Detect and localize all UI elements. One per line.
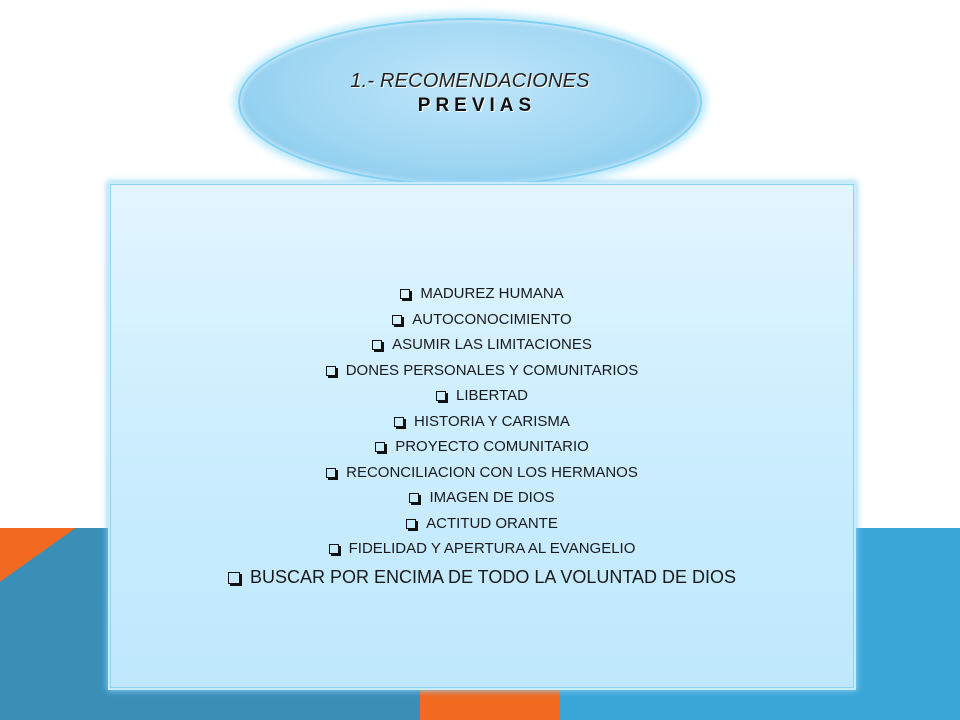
list-item	[111, 281, 853, 307]
content-box	[110, 184, 854, 688]
title-ellipse	[238, 18, 702, 186]
list-item-text: PROYECTO COMUNITARIO	[395, 438, 589, 455]
title-line-1: 1.- RECOMENDACIONES	[350, 69, 590, 92]
list-item-text: AUTOCONOCIMIENTO	[412, 310, 572, 328]
list-item-text: IMAGEN DE DIOS	[429, 489, 555, 506]
checkbox-square-icon	[406, 519, 416, 529]
checkbox-square-icon	[228, 572, 240, 584]
list-item-text: ASUMIR LAS LIMITACIONES	[392, 336, 592, 353]
list-item	[111, 409, 853, 435]
checkbox-square-icon	[329, 544, 339, 554]
list-item-text: DONES PERSONALES Y COMUNITARIOS	[345, 361, 639, 379]
list-item	[111, 332, 853, 358]
list-item-emphasis	[111, 562, 853, 592]
checkbox-square-icon	[394, 417, 404, 427]
list-item	[111, 307, 853, 333]
title-line-2: PREVIAS	[417, 94, 537, 116]
list-item	[111, 536, 853, 562]
list-item-text: ACTITUD ORANTE	[426, 514, 558, 532]
checkbox-square-icon	[392, 315, 402, 325]
list-item-text: BUSCAR POR ENCIMA DE TODO LA VOLUNTAD DE DIOS	[249, 566, 737, 587]
list-item-text: RECONCILIACION CON LOS HERMANOS	[346, 463, 638, 481]
list-item	[111, 460, 853, 486]
list-item	[111, 358, 853, 384]
checkbox-square-icon	[326, 468, 336, 478]
list-item-text: FIDELIDAD Y APERTURA AL EVANGELIO	[348, 540, 636, 557]
list-item	[111, 511, 853, 537]
list-item	[111, 485, 853, 511]
list-item	[111, 434, 853, 460]
checkbox-square-icon	[400, 289, 410, 299]
list-item	[111, 383, 853, 409]
list-item-text: LIBERTAD	[456, 387, 528, 404]
checkbox-square-icon	[372, 340, 382, 350]
checkbox-square-icon	[326, 366, 336, 376]
recommendation-list	[111, 281, 853, 592]
checkbox-square-icon	[375, 442, 385, 452]
checkbox-square-icon	[436, 391, 446, 401]
list-item-text: HISTORIA Y CARISMA	[414, 412, 570, 430]
checkbox-square-icon	[409, 493, 419, 503]
list-item-text: MADUREZ HUMANA	[420, 285, 564, 302]
